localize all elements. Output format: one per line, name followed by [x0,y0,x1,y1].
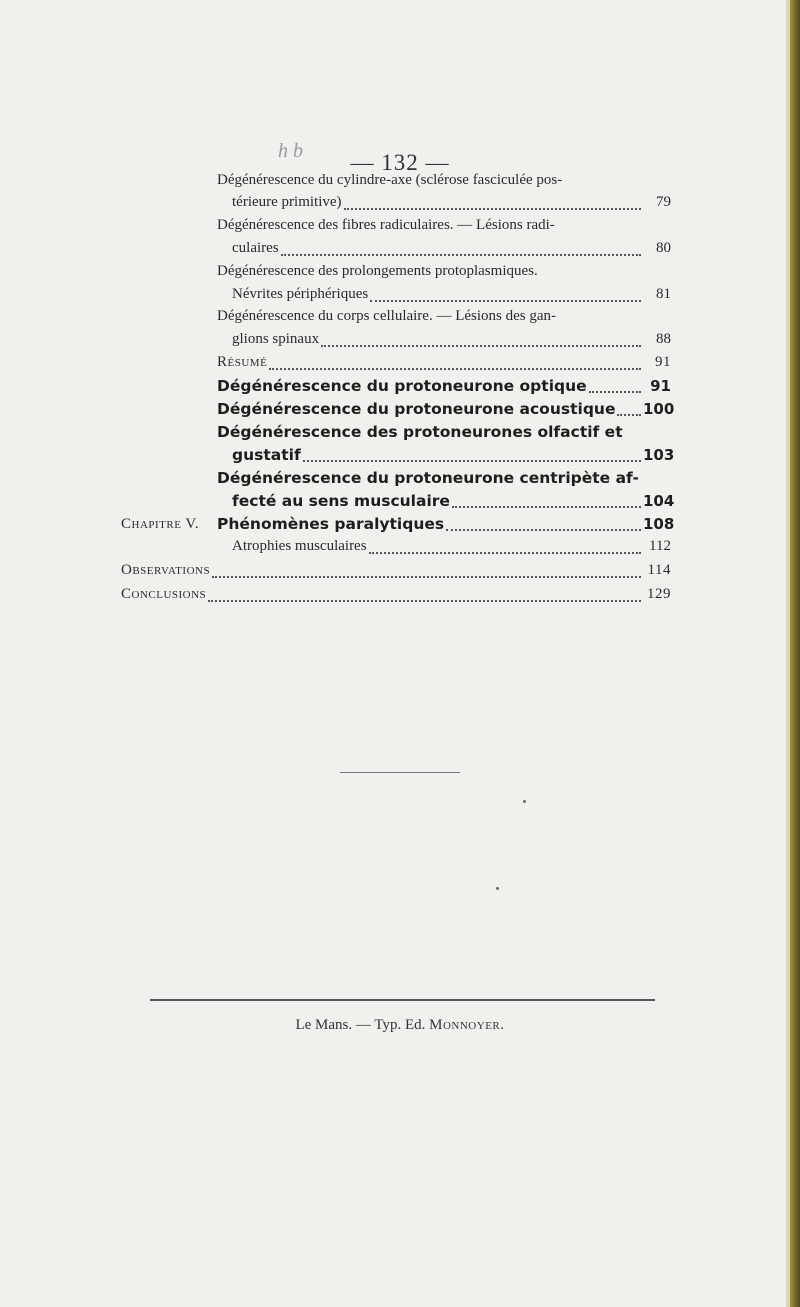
ink-speck [496,887,499,890]
toc-entry-text: Résumé [217,354,268,370]
leader-dots [370,286,641,302]
toc-line [217,377,671,399]
toc-entry-page: 129 [647,586,671,602]
toc-line [217,515,675,537]
toc-line [217,354,671,376]
toc-entry-text: Observations [121,562,211,578]
toc-entry-page: 80 [656,240,671,256]
footer-rule [150,999,655,1001]
toc-line [217,308,657,330]
leader-dots [369,538,641,554]
toc-entry-text: Dégénérescence du cylindre-axe (sclérose fasciculée pos- [217,172,563,188]
toc-entry-page: 79 [656,194,671,210]
toc-entry-page: 103 [643,446,675,464]
toc-line [217,423,657,445]
toc-line [121,562,671,584]
leader-dots [281,240,641,256]
toc-line [232,286,671,308]
toc-entry-page: 114 [647,562,671,578]
toc-line [232,240,671,262]
leader-dots [344,194,641,210]
toc-entry-text: Névrites périphériques [232,286,369,302]
toc-entry-text: Dégénérescence du protoneurone optique [217,377,587,395]
toc-entry-text: Phénomènes paralytiques [217,515,445,533]
page-edge [786,0,800,1307]
toc-entry-text: culaires [232,240,279,256]
leader-dots [212,562,641,578]
toc-entry-text: Dégénérescence des fibres radiculaires. — Lésions radi- [217,217,555,233]
toc-line [217,263,657,285]
leader-dots [303,446,641,462]
toc-entry-page: 104 [643,492,675,510]
pencil-annotation: h b [278,140,303,162]
toc-line [217,469,657,491]
toc-entry-page: 88 [656,331,671,347]
toc-line [121,586,671,608]
toc-line [217,400,675,422]
printer-prefix: Le Mans. — Typ. Ed. [295,1017,426,1033]
toc-line [232,194,671,216]
toc-entry-page: 91 [655,354,671,370]
chapter-label: Chapitre V. [121,516,200,532]
ink-speck [523,800,526,803]
leader-dots [208,586,641,602]
printer-imprint [0,1017,800,1034]
toc-entry-page: 112 [649,538,671,554]
toc-entry-text: Dégénérescence du protoneurone acoustique [217,400,616,418]
toc-line [232,446,675,468]
toc-entry-text: térieure primitive) [232,194,342,210]
page-number: — 132 — [350,150,450,175]
toc-entry-text: gustatif [232,446,301,464]
toc-line [232,538,671,560]
toc-entry-page: 81 [656,286,671,302]
toc-entry-text: fecté au sens musculaire [232,492,450,510]
toc-line [217,217,657,239]
toc-line [232,331,671,353]
toc-entry-text: Dégénérescence des prolongements protoplasmiques. [217,263,538,279]
toc-entry-page: 108 [643,515,675,533]
leader-dots [452,492,641,508]
divider-rule [340,772,460,773]
leader-dots [269,354,641,370]
leader-dots [617,400,641,416]
toc-entry-text: Atrophies musculaires [232,538,367,554]
toc-entry-page: 100 [643,400,675,418]
toc-entry-text: Dégénérescence du protoneurone centripète af- [217,469,639,487]
toc-entry-text: Dégénérescence des protoneurones olfactif et [217,423,623,441]
toc-entry-text: Conclusions [121,586,207,602]
toc-entry-text: Dégénérescence du corps cellulaire. — Lésions des gan- [217,308,557,324]
leader-dots [446,515,641,531]
leader-dots [589,377,641,393]
leader-dots [321,331,641,347]
printer-name: Monnoyer. [429,1017,505,1033]
toc-line [217,172,657,194]
toc-entry-page: 91 [650,377,671,395]
toc-entry-text: glions spinaux [232,331,320,347]
toc-line [232,492,675,514]
